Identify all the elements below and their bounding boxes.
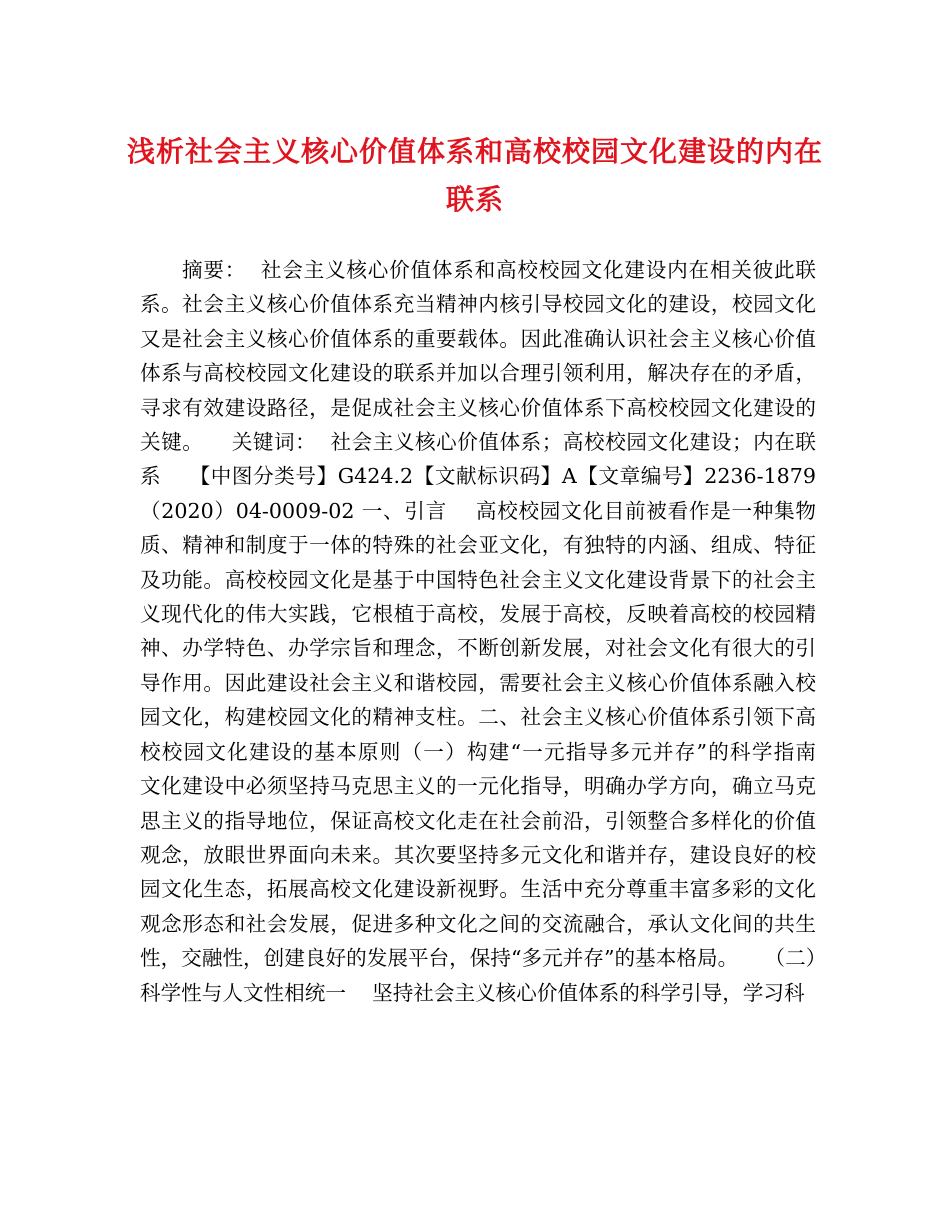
document-title: 浅析社会主义核心价值体系和高校校园文化建设的内在联系 bbox=[126, 135, 823, 216]
document-body-text: 摘要： 社会主义核心价值体系和高校校园文化建设内在相关彼此联系。社会主义核心价值体系充当精神内核引导校园文化的建设，校园文化又是社会主义核心价值体系的重要载体。因此准确认识社会主义核心价值体系与高校校园文化建设的联系并加以合理引领利用，解决存在的矛盾，寻求有效建设路径，是促成社会主义核心价值体系下高校校园文化建设的关键。 关键词： 社会主义核心价值体系；高校校园文化建设；内在联系 【中图分类号】G424.2【文献标识码】A【文章编号】2236-1879（2020）04-0009-02 一、引言 高校校园文化目前被看作是一种集物质、精神和制度于一体的特殊的社会亚文化，有独特的内涵、组成、特征及功能。高校校园文化是基于中国特色社会主义文化建设背景下的社会主义现代化的伟大实践，它根植于高校，发展于高校，反映着高校的校园精神、办学特色、办学宗旨和理念，不断创新发展，对社会文化有很大的引导作用。因此建设社会主义和谐校园，需要社会主义核心价值体系融入校园文化，构建校园文化的精神支柱。二、社会主义核心价值体系引领下高校校园文化建设的基本原则（一）构建“一元指导多元并存”的科学指南 文化建设中必须坚持马克思主义的一元化指导，明确办学方向，确立马克思主义的指导地位，保证高校文化走在社会前沿，引领整合多样化的价值观念，放眼世界面向未来。其次要坚持多元文化和谐并存，建设良好的校园文化生态，拓展高校文化建设新视野。生活中充分尊重丰富多彩的文化观念形态和社会发展，促进多种文化之间的交流融合，承认文化间的共生性，交融性，创建良好的发展平台，保持“多元并存”的基本格局。 （二）科学性与人文性相统一 坚持社会主义核心价值体系的科学引导，学习科 bbox=[140, 258, 843, 1005]
